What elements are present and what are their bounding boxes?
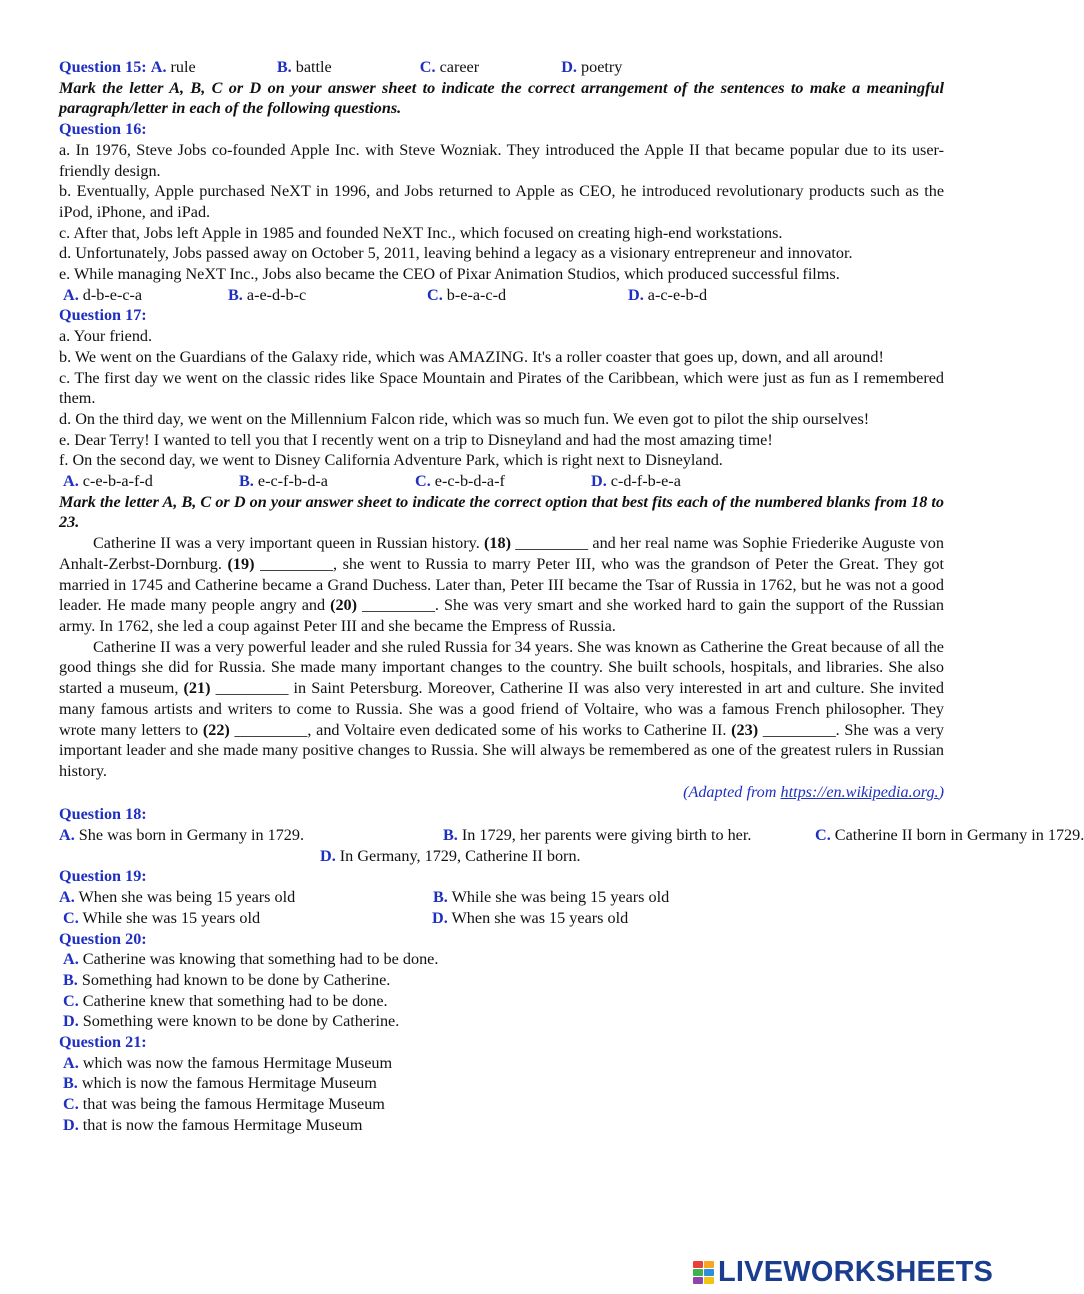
q16-sentence-e: e. While managing NeXT Inc., Jobs also became the CEO of Pixar Animation Studios, which produced successful films.: [59, 265, 840, 284]
blank-22: (22): [202, 720, 230, 739]
q19-option-b[interactable]: B. While she was being 15 years old: [433, 888, 670, 907]
question-17-label: Question 17:: [59, 306, 147, 325]
q15-option-d[interactable]: poetry: [581, 58, 623, 76]
worksheet-page: [59, 57, 1084, 1136]
passage-paragraph-2: Catherine II was a very powerful leader and she ruled Russia for 34 years. She was known as Catherine the Great because of all the good things she did for Russia. She made many important changes to the country. She built schools, hospitals, and libraries. She also started a museum, (21) _________ in Saint Petersburg. Moreover, Catherine II was also very interested in art and culture. She invited many famous artists and writers to come to Russia. She was a good friend of Voltaire, who was a famous French philosopher. They wrote many letters to (22) _________, and Voltaire even dedicated some of his works to Catherine II. (23) _________. She was a very important leader and she made many positive changes to Russia. She will always be remembered as one of the greatest rulers in Russian history.: [59, 637, 945, 780]
q18-option-c[interactable]: C. Catherine II born in Germany in 1729.: [815, 826, 1084, 845]
q21-option-a[interactable]: A. which was now the famous Hermitage Museum: [63, 1053, 393, 1072]
blank-23: (23): [731, 720, 759, 739]
question-18-label: Question 18:: [59, 805, 147, 824]
q16-option-c[interactable]: C. b-e-a-c-d: [427, 285, 507, 304]
question-16-label: Question 16:: [59, 120, 147, 139]
q21-option-b[interactable]: B. which is now the famous Hermitage Museum: [63, 1074, 377, 1093]
q17-option-c[interactable]: C. e-c-b-d-a-f: [415, 472, 505, 491]
question-16-options: [59, 285, 944, 306]
q16-option-a[interactable]: A. d-b-e-c-a: [63, 285, 143, 304]
q17-option-d[interactable]: D. c-d-f-b-e-a: [591, 472, 681, 491]
instruction-cloze: Mark the letter A, B, C or D on your answer sheet to indicate the correct option that best fits each of the numbered blanks from 18 to 23.: [59, 492, 944, 532]
q17-sentence-a: a. Your friend.: [59, 327, 153, 346]
logo-tile: [693, 1269, 703, 1276]
logo-grid-icon: [693, 1261, 714, 1284]
q18-option-c-text: Catherine II born in Germany in 1729.: [834, 826, 1084, 845]
logo-text: LIVEWORKSHEETS: [718, 1256, 994, 1288]
q16-sentence-b: b. Eventually, Apple purchased NeXT in 1996, and Jobs returned to Apple as CEO, he introduced revolutionary products such as the iPod, iPhone, and iPad.: [59, 182, 944, 221]
q18-option-d[interactable]: D. In Germany, 1729, Catherine II born.: [320, 846, 581, 865]
q18-option-a[interactable]: A. She was born in Germany in 1729.: [59, 826, 305, 845]
q19-option-d[interactable]: D. When she was 15 years old: [432, 908, 629, 927]
q15-option-c[interactable]: career: [439, 58, 480, 76]
q21-option-d[interactable]: D. that is now the famous Hermitage Museum: [63, 1115, 363, 1134]
q17-sentence-e: e. Dear Terry! I wanted to tell you that I recently went on a trip to Disneyland and had the most amazing time!: [59, 430, 773, 449]
q19-option-c[interactable]: C. While she was 15 years old: [63, 908, 261, 927]
question-20-label: Question 20:: [59, 929, 147, 948]
q20-option-c[interactable]: C. Catherine knew that something had to be done.: [63, 991, 388, 1010]
q17-option-b[interactable]: B. e-c-f-b-d-a: [239, 472, 328, 491]
q15-option-a[interactable]: rule: [170, 58, 196, 76]
q15-option-b[interactable]: battle: [295, 58, 332, 76]
question-15-label: Question 15:: [59, 58, 147, 76]
blank-20: (20): [330, 596, 358, 615]
question-19-options-row1: [59, 887, 944, 908]
q16-sentence-d: d. Unfortunately, Jobs passed away on October 5, 2011, leaving behind a legacy as a visionary entrepreneur and innovator.: [59, 244, 853, 263]
q17-option-a[interactable]: A. c-e-b-a-f-d: [63, 472, 153, 491]
instruction-arrangement: Mark the letter A, B, C or D on your answer sheet to indicate the correct arrangement of the sentences to make a meaningful paragraph/letter in each of the following questions.: [59, 78, 944, 118]
passage-source: (Adapted from https://en.wikipedia.org.): [683, 782, 944, 801]
logo-tile: [704, 1277, 714, 1284]
logo-tile: [704, 1269, 714, 1276]
q20-option-a[interactable]: A. Catherine was knowing that something had to be done.: [63, 950, 439, 969]
blank-18: (18): [484, 534, 511, 553]
question-15-options: Question 15: A. rule B. battle C. career D. poetry: [59, 58, 623, 76]
blank-21: (21): [183, 679, 211, 698]
q17-sentence-c: c. The first day we went on the classic rides like Space Mountain and Pirates of the Caribbean, which were just as fun as I remembered them.: [59, 368, 944, 408]
q17-sentence-f: f. On the second day, we went to Disney California Adventure Park, which is right next to Disneyland.: [59, 451, 723, 470]
q20-option-d[interactable]: D. Something were known to be done by Catherine.: [63, 1012, 400, 1031]
logo-tile: [693, 1261, 703, 1268]
q16-option-d[interactable]: D. a-c-e-b-d: [628, 285, 708, 304]
question-18-options-row2: [59, 846, 944, 867]
question-19-options-row2: [59, 908, 944, 929]
liveworksheets-logo: [693, 1256, 993, 1289]
passage-paragraph-1: Catherine II was a very important queen in Russian history. (18) _________ and her real name was Sophie Friederike Auguste von Anhalt-Zerbst-Dornburg. (19) _________, she went to Russia to marry Peter III, who was the grandson of Peter the Great. They got married in 1745 and Catherine became a Grand Duchess. Later than, Peter III became the Tsar of Russia in 1762, but he was not a good leader. He made many people angry and (20) _________. She was very smart and she worked hard to gain the support of the Russian army. In 1762, she led a coup against Peter III and she became the Empress of Russia.: [59, 534, 944, 635]
logo-tile: [693, 1277, 703, 1284]
question-18-options-row1: [59, 825, 1084, 846]
source-link[interactable]: https://en.wikipedia.org.: [780, 782, 939, 801]
q17-sentence-b: b. We went on the Guardians of the Galaxy ride, which was AMAZING. It's a roller coaster that goes up, down, and all around!: [59, 347, 884, 366]
question-21-label: Question 21:: [59, 1033, 147, 1052]
q21-option-c[interactable]: C. that was being the famous Hermitage Museum: [63, 1095, 385, 1114]
q19-option-a[interactable]: A. When she was being 15 years old: [59, 888, 296, 907]
q18-option-b[interactable]: B. In 1729, her parents were giving birth to her.: [443, 826, 752, 845]
q20-option-b[interactable]: B. Something had known to be done by Catherine.: [63, 970, 391, 989]
question-17-options: [59, 471, 944, 492]
q16-sentence-a: a. In 1976, Steve Jobs co-founded Apple Inc. with Steve Wozniak. They introduced the Apple II that became popular due to its user-friendly design.: [59, 140, 944, 180]
q16-option-b[interactable]: B. a-e-d-b-c: [228, 285, 307, 304]
question-19-label: Question 19:: [59, 867, 147, 886]
blank-19: (19): [227, 554, 255, 573]
logo-tile: [704, 1261, 714, 1268]
q16-sentence-c: c. After that, Jobs left Apple in 1985 and founded NeXT Inc., which focused on creating high-end workstations.: [59, 223, 783, 242]
q17-sentence-d: d. On the third day, we went on the Millennium Falcon ride, which was so much fun. We even got to pilot the ship ourselves!: [59, 409, 870, 428]
